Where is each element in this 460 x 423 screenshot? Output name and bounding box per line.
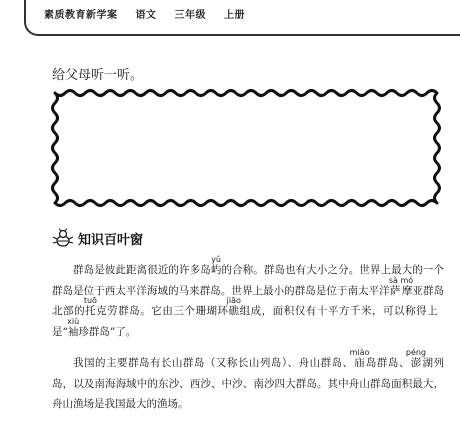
pinyin-text: tuō (83, 296, 97, 305)
text-segment: 珍群岛”了。 (78, 325, 137, 338)
text-segment: 组成，面积仅有十平方千米，可以称得上是“ (52, 305, 438, 338)
pinyin-annotated-word: 屿yǔ (210, 255, 222, 276)
text-segment: 岛群岛、 (365, 357, 410, 369)
pinyin-text: xiù (67, 316, 80, 326)
pinyin-annotated-word: 萨摩sà mó (388, 275, 414, 297)
paragraph-1 (52, 255, 444, 342)
pinyin-annotated-word: 庙miào (349, 348, 370, 369)
header-grade: 三年级 (174, 10, 206, 21)
section-title: 知识百叶窗 (78, 232, 144, 248)
header-subject: 语文 (135, 10, 157, 21)
instruction-text: 给父母听一听。 (52, 68, 144, 83)
pinyin-text: jiāo (226, 296, 241, 305)
pinyin-annotated-word: 托tuō (83, 296, 97, 317)
pinyin-text: yǔ (210, 255, 222, 264)
text-segment: 湖列岛，以及南海海域中的东沙、西沙、中沙、南沙四大群岛。其中舟山群岛面积最大，舟山渔场是我国最大的渔场。 (52, 357, 445, 410)
section-header (52, 228, 143, 248)
text-segment: 我国的主要群岛有长山群岛（又称长山列岛）、舟山群岛、 (73, 357, 354, 369)
text-segment: 亚群岛北部的 (52, 284, 445, 317)
cartoon-bug-icon (52, 228, 74, 248)
page-header (24, 0, 460, 36)
header-series: 素质教育新学案 (44, 10, 118, 21)
pinyin-text: péng (405, 348, 427, 357)
text-segment: 群岛是彼此距离很近的许多岛 (73, 264, 211, 276)
text-segment: 的合称。群岛也有大小之分。世界上最大的一个群岛是位于西太平洋海域的马来群岛。世界上最小的群岛是位于南太平洋 (52, 264, 445, 297)
pinyin-annotated-word: 澎péng (405, 348, 427, 369)
writing-box[interactable] (50, 88, 442, 208)
pinyin-text: miào (349, 348, 370, 357)
pinyin-annotated-word: 礁jiāo (226, 296, 241, 317)
header-text (44, 6, 259, 21)
header-volume: 上册 (223, 10, 245, 21)
pinyin-annotated-word: 袖xiù (67, 316, 80, 338)
wavy-frame-icon (50, 88, 442, 208)
article-body (52, 255, 444, 421)
paragraph-2 (52, 348, 444, 415)
pinyin-text: sà mó (388, 275, 414, 285)
text-segment: 克劳群岛。它由三个珊瑚环 (95, 305, 229, 317)
